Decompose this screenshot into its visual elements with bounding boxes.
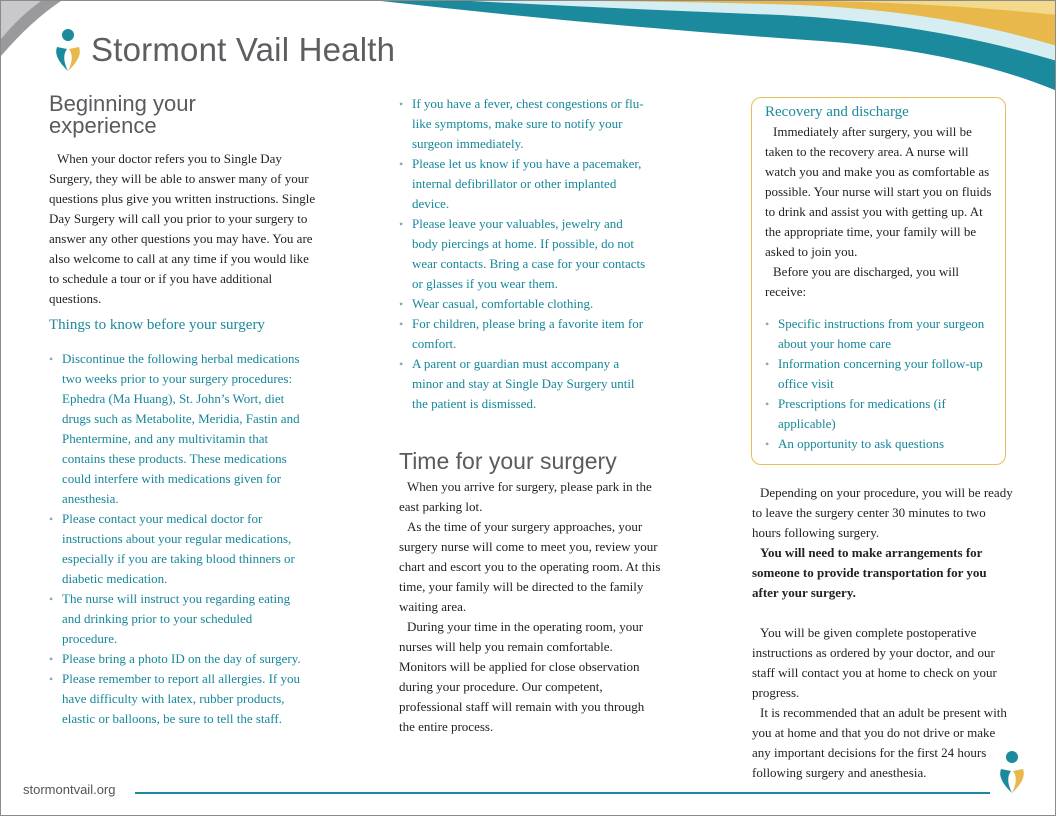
list-item: • Specific instructions from your surgeon about your home care	[765, 314, 997, 354]
list-item: • Please contact your medical doctor for instructions about your regular medications, especially if you are taking blood thinners or diabetic medication.	[49, 509, 307, 589]
list-item: • If you have a fever, chest congestions or flu-like symptoms, make sure to notify your surgeon immediately.	[399, 94, 649, 154]
list-item: • An opportunity to ask questions	[765, 434, 997, 454]
footer-logo-icon	[997, 749, 1027, 795]
list-item: • Please let us know if you have a pacemaker, internal defibrillator or other implanted device.	[399, 154, 649, 214]
footer-website[interactable]: stormontvail.org	[23, 782, 116, 797]
discharge-intro: Before you are discharged, you will receive:	[765, 264, 960, 299]
heading-time-for-surgery: Time for your surgery	[399, 448, 617, 474]
postoperative-paragraph: You will be given complete postoperative instructions as ordered by your doctor, and our staff will contact you at home to check on your progress.	[752, 625, 997, 700]
brand-logo	[53, 27, 395, 73]
column-beginning	[49, 93, 317, 729]
list-item: • Please bring a photo ID on the day of surgery.	[49, 649, 307, 669]
recovery-paragraph: Immediately after surgery, you will be taken to the recovery area. A nurse will watch you and make you as comfortable as possible. Your nurse will start you on fluids to drink and assist you with getting up. At the appropriate time, your family will be asked to join you.	[765, 124, 992, 259]
list-item: • Please leave your valuables, jewelry and body piercings at home. If possible, do not wear contacts. Bring a case for your contacts or glasses if you wear them.	[399, 214, 649, 294]
list-item: • Discontinue the following herbal medications two weeks prior to your surgery procedures: Ephedra (Ma Huang), St. John’s Wort, diet drugs such as Metabolite, Meridia, Fastin and Phentermine, and any multivitamin that contains these products. These medications could interfere with medications given for anesthesia.	[49, 349, 307, 509]
heading-beginning: Beginning your experience	[49, 91, 196, 138]
list-item: • The nurse will instruct you regarding eating and drinking prior to your scheduled procedure.	[49, 589, 307, 649]
intro-paragraph: When your doctor refers you to Single Day Surgery, they will be able to answer many of your questions plus give you written instructions. Single Day Surgery will call you prior to your surgery to answer any other questions you may have. You are also welcome to call at any time if you would like to schedule a tour or if you have additional questions.	[49, 151, 316, 306]
heading-recovery: Recovery and discharge	[765, 104, 909, 120]
recommendation-paragraph: It is recommended that an adult be present with you at home and that you do not drive or make any important decisions for the first 24 hours following surgery and anesthesia.	[752, 705, 1007, 780]
preparation-list	[399, 94, 649, 414]
list-item: • For children, please bring a favorite item for comfort.	[399, 314, 649, 354]
transportation-note: You will need to make arrangements for someone to provide transportation for you after your surgery.	[752, 545, 987, 600]
brand-name: Stormont Vail Health	[91, 31, 396, 68]
column-preparation	[399, 94, 661, 737]
leave-paragraph: Depending on your procedure, you will be ready to leave the surgery center 30 minutes to two hours following surgery.	[752, 485, 1013, 540]
stormont-vail-logo-icon	[53, 27, 83, 73]
list-item: • Please remember to report all allergies. If you have difficulty with latex, rubber products, elastic or balloons, be sure to tell the staff.	[49, 669, 307, 729]
discharge-list	[765, 314, 997, 454]
things-to-know-list	[49, 349, 307, 729]
heading-things-to-know: Things to know before your surgery	[49, 317, 265, 333]
arrival-paragraph: When you arrive for surgery, please park in the east parking lot.	[399, 479, 652, 514]
list-item: • Information concerning your follow-up office visit	[765, 354, 997, 394]
recovery-discharge-box	[751, 97, 1006, 465]
list-item: • Prescriptions for medications (if applicable)	[765, 394, 997, 434]
column-after-surgery	[752, 483, 1014, 783]
list-item: • A parent or guardian must accompany a minor and stay at Single Day Surgery until the patient is dismissed.	[399, 354, 649, 414]
operating-room-paragraph: During your time in the operating room, your nurses will help you remain comfortable. Monitors will be applied for close observation during your procedure. Our competent, professional staff will remain with you through the entire process.	[399, 619, 645, 734]
footer-divider	[135, 792, 990, 794]
list-item: • Wear casual, comfortable clothing.	[399, 294, 649, 314]
nurse-paragraph: As the time of your surgery approaches, your surgery nurse will come to meet you, review your chart and escort you to the operating room. At this time, your family will be directed to the family waiting area.	[399, 519, 661, 614]
